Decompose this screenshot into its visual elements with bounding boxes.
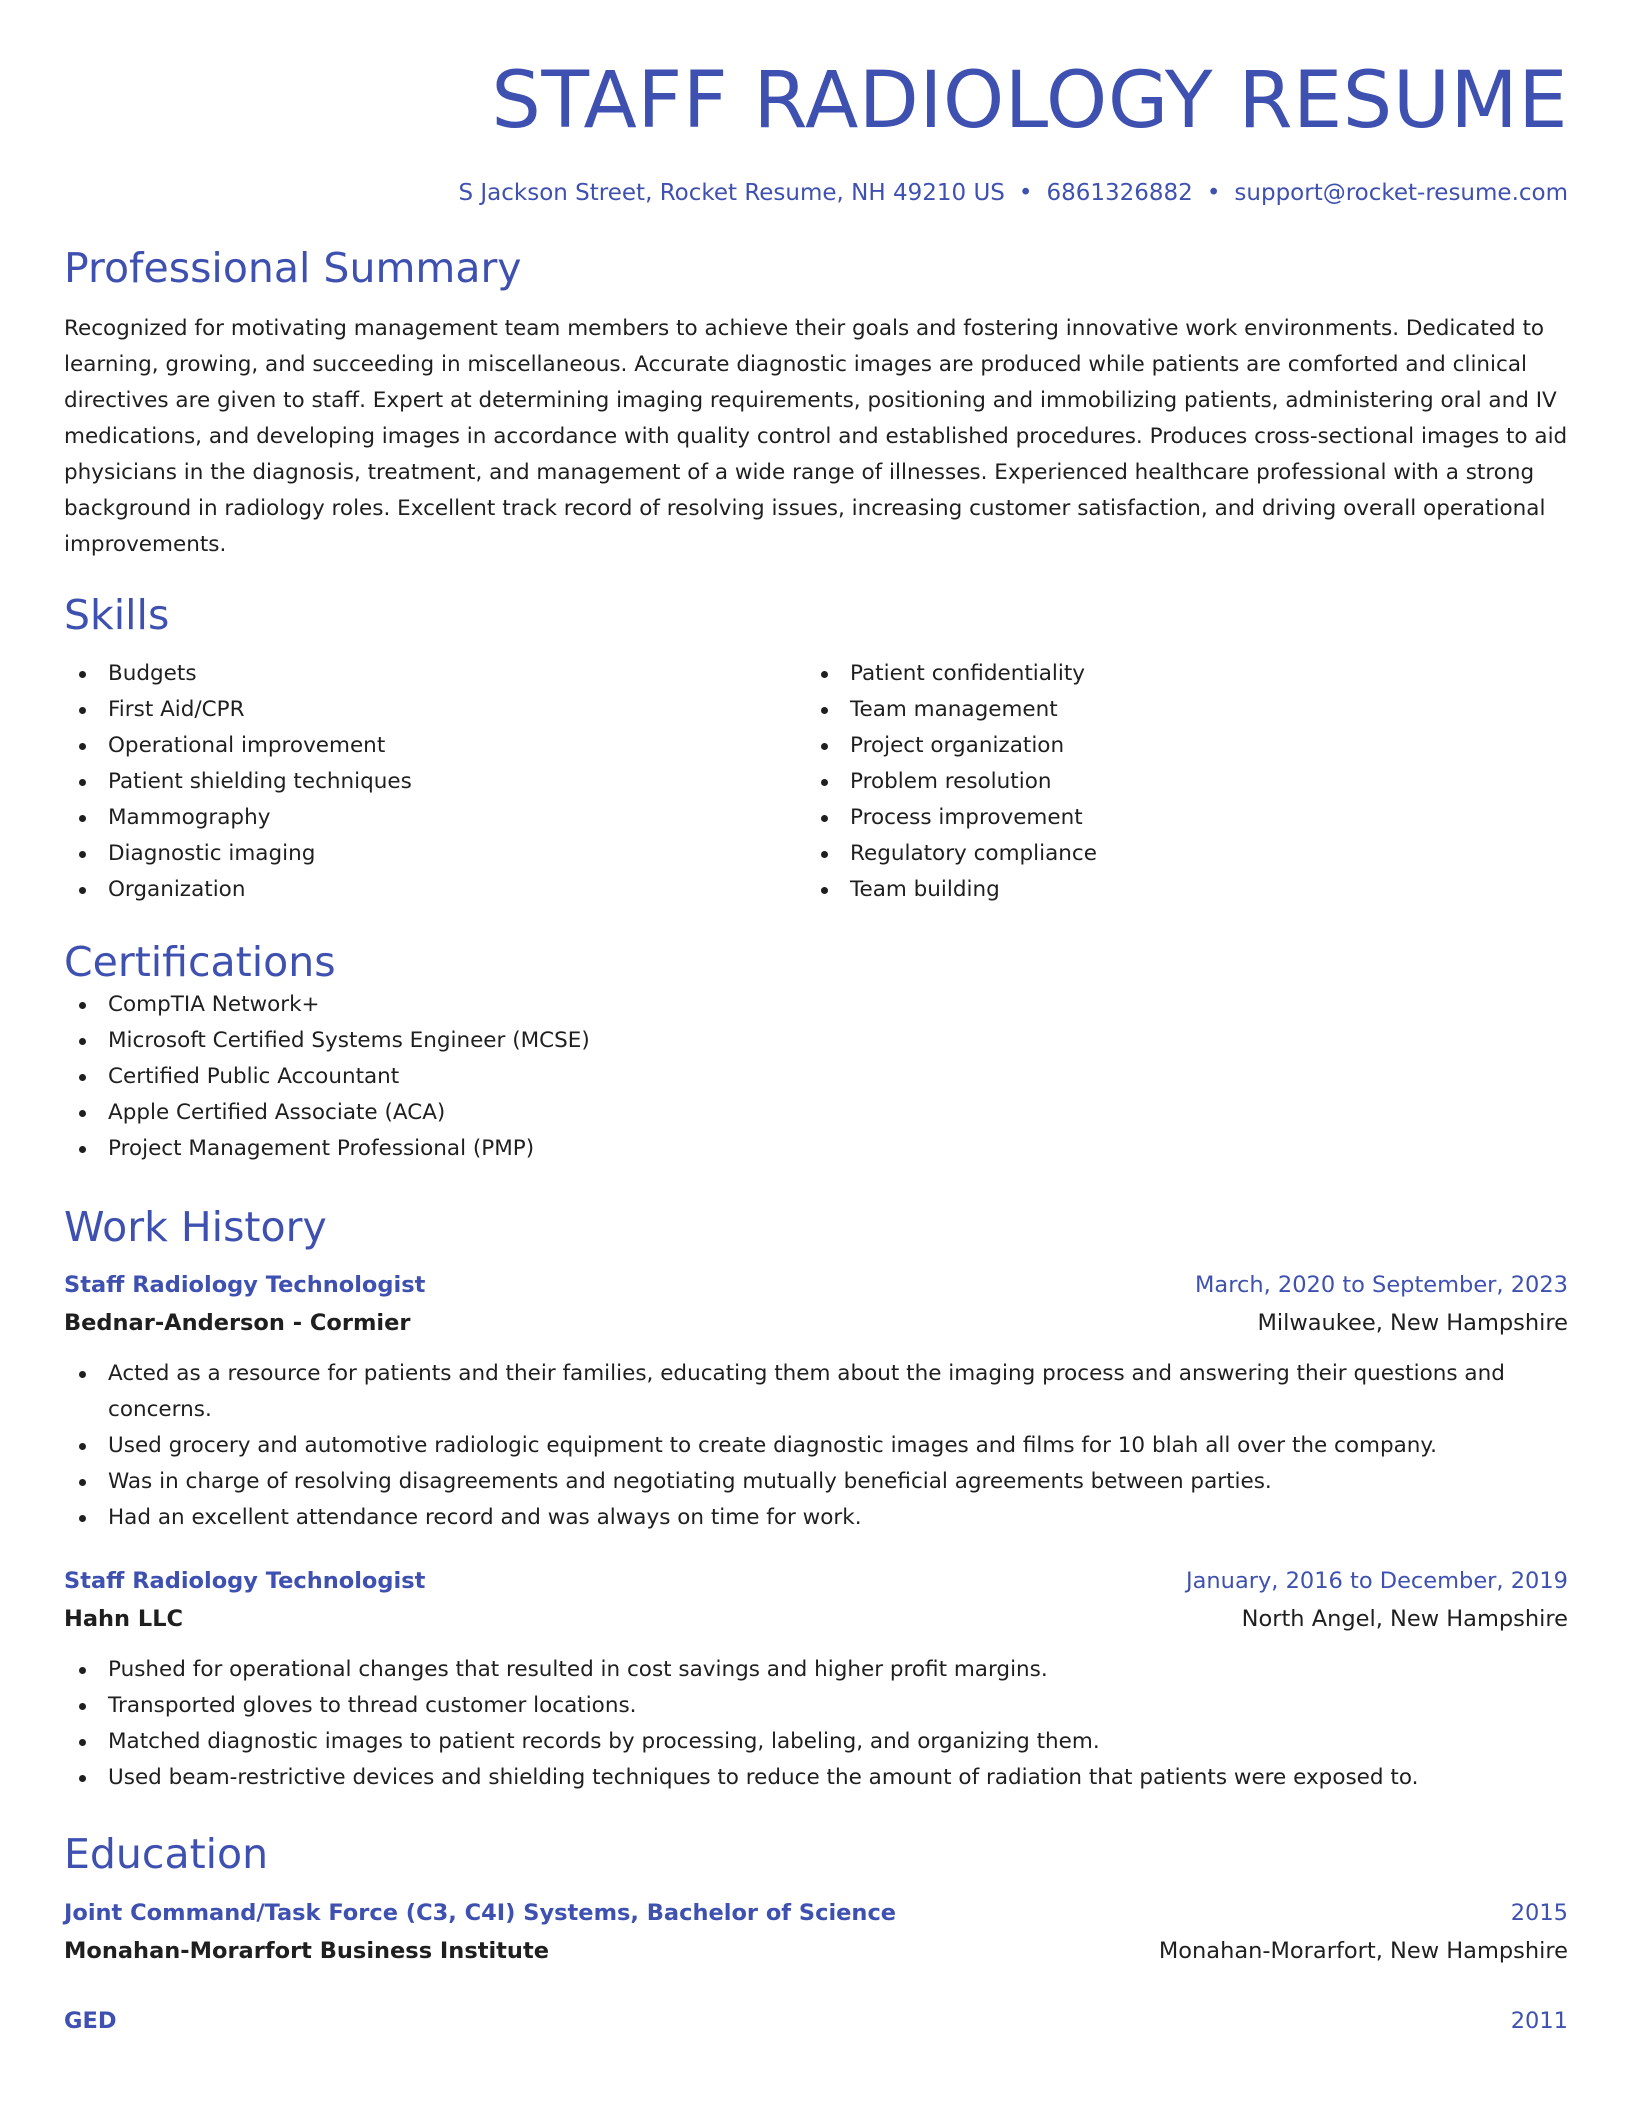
certifications-heading: Certifications: [64, 937, 336, 986]
certification-item: Apple Certified Associate (ACA): [64, 1095, 1568, 1131]
certification-item: Certified Public Accountant: [64, 1059, 1568, 1095]
job-bullet: Transported gloves to thread customer locations.: [64, 1688, 1568, 1724]
skills-left-list: [64, 656, 806, 908]
education-location: Monahan-Morarfort, New Hampshire: [1158, 1937, 1568, 1964]
separator-dot: •: [1018, 180, 1033, 206]
job-bullet: Used beam-restrictive devices and shielding techniques to reduce the amount of radiation that patients were exposed to.: [64, 1760, 1568, 1796]
skill-item: Patient confidentiality: [806, 656, 1548, 692]
skill-item: Project organization: [806, 728, 1548, 764]
education-school-row: [64, 1932, 1568, 1970]
skill-item: Team management: [806, 692, 1548, 728]
contact-line: [64, 180, 1568, 208]
skill-item: Regulatory compliance: [806, 836, 1548, 872]
contact-email[interactable]: support@rocket-resume.com: [1234, 180, 1568, 206]
job-company: Hahn LLC: [64, 1606, 184, 1633]
skills-heading: Skills: [64, 590, 170, 639]
education-header-row: [64, 1894, 1568, 1932]
education-degree: Joint Command/Task Force (C3, C4I) Systems, Bachelor of Science: [64, 1899, 897, 1926]
skill-item: Problem resolution: [806, 764, 1548, 800]
job-bullet: Had an excellent attendance record and was always on time for work.: [64, 1500, 1568, 1536]
skills-columns: [64, 656, 1568, 908]
summary-heading: Professional Summary: [64, 243, 522, 292]
education-year: 2011: [1510, 2007, 1568, 2034]
skills-right-column: [806, 656, 1548, 908]
job-dates: January, 2016 to December, 2019: [1186, 1568, 1568, 1595]
job-bullet: Pushed for operational changes that resulted in cost savings and higher profit margins.: [64, 1652, 1568, 1688]
skills-left-column: [64, 656, 806, 908]
job-dates: March, 2020 to September, 2023: [1195, 1272, 1568, 1299]
education-degree: GED: [64, 2007, 117, 2034]
job-title: Staff Radiology Technologist: [64, 1568, 426, 1595]
resume-title: STAFF RADIOLOGY RESUME: [491, 56, 1568, 146]
job-company: Bednar-Anderson - Cormier: [64, 1310, 411, 1337]
job-bullets: [64, 1652, 1568, 1796]
job-bullet: Matched diagnostic images to patient records by processing, labeling, and organizing them.: [64, 1724, 1568, 1760]
job-bullet: Was in charge of resolving disagreements and negotiating mutually beneficial agreements between parties.: [64, 1464, 1568, 1500]
skill-item: Process improvement: [806, 800, 1548, 836]
skill-item: Operational improvement: [64, 728, 806, 764]
education-header-row: [64, 2002, 1568, 2040]
skill-item: Mammography: [64, 800, 806, 836]
skill-item: Organization: [64, 872, 806, 908]
skill-item: Team building: [806, 872, 1548, 908]
job-header-row: [64, 1266, 1568, 1304]
work-history-heading: Work History: [64, 1203, 327, 1252]
job-location: North Angel, New Hampshire: [1241, 1606, 1568, 1633]
education-entry: [64, 2002, 1568, 2040]
job-bullet: Acted as a resource for patients and their families, educating them about the imaging process and answering their questions and concerns.: [64, 1356, 1568, 1428]
education-entry: [64, 1894, 1568, 1970]
job-entry: [64, 1562, 1568, 1796]
job-company-row: [64, 1304, 1568, 1342]
job-entry: [64, 1266, 1568, 1536]
skill-item: Patient shielding techniques: [64, 764, 806, 800]
certification-item: Microsoft Certified Systems Engineer (MCSE): [64, 1023, 1568, 1059]
certification-item: Project Management Professional (PMP): [64, 1131, 1568, 1167]
job-company-row: [64, 1600, 1568, 1638]
skill-item: Diagnostic imaging: [64, 836, 806, 872]
job-location: Milwaukee, New Hampshire: [1257, 1310, 1568, 1337]
job-title: Staff Radiology Technologist: [64, 1272, 426, 1299]
job-bullets: [64, 1356, 1568, 1536]
separator-dot: •: [1206, 180, 1221, 206]
certifications-list: [64, 987, 1568, 1167]
job-header-row: [64, 1562, 1568, 1600]
education-school: Monahan-Morarfort Business Institute: [64, 1937, 549, 1964]
certification-item: CompTIA Network+: [64, 987, 1568, 1023]
skill-item: First Aid/CPR: [64, 692, 806, 728]
skill-item: Budgets: [64, 656, 806, 692]
skills-right-list: [806, 656, 1548, 908]
education-heading: Education: [64, 1830, 269, 1879]
job-bullet: Used grocery and automotive radiologic equipment to create diagnostic images and films for 10 blah all over the company.: [64, 1428, 1568, 1464]
education-year: 2015: [1510, 1899, 1568, 1926]
contact-phone: 6861326882: [1046, 180, 1193, 206]
contact-address: S Jackson Street, Rocket Resume, NH 49210 US: [458, 180, 1005, 206]
summary-text: Recognized for motivating management team members to achieve their goals and fostering innovative work environments. Dedicated to learning, growing, and succeeding in miscellaneous. Accurate diagnostic images are produced while patients are comforted and clinical directives are given to staff. Expert at determining imaging requirements, positioning and immobilizing patients, administering oral and IV medications, and developing images in accordance with quality control and established procedures. Produces cross-sectional images to aid physicians in the diagnosis, treatment, and management of a wide range of illnesses. Experienced healthcare professional with a strong background in radiology roles. Excellent track record of resolving issues, increasing customer satisfaction, and driving overall operational improvements.: [64, 315, 1568, 557]
